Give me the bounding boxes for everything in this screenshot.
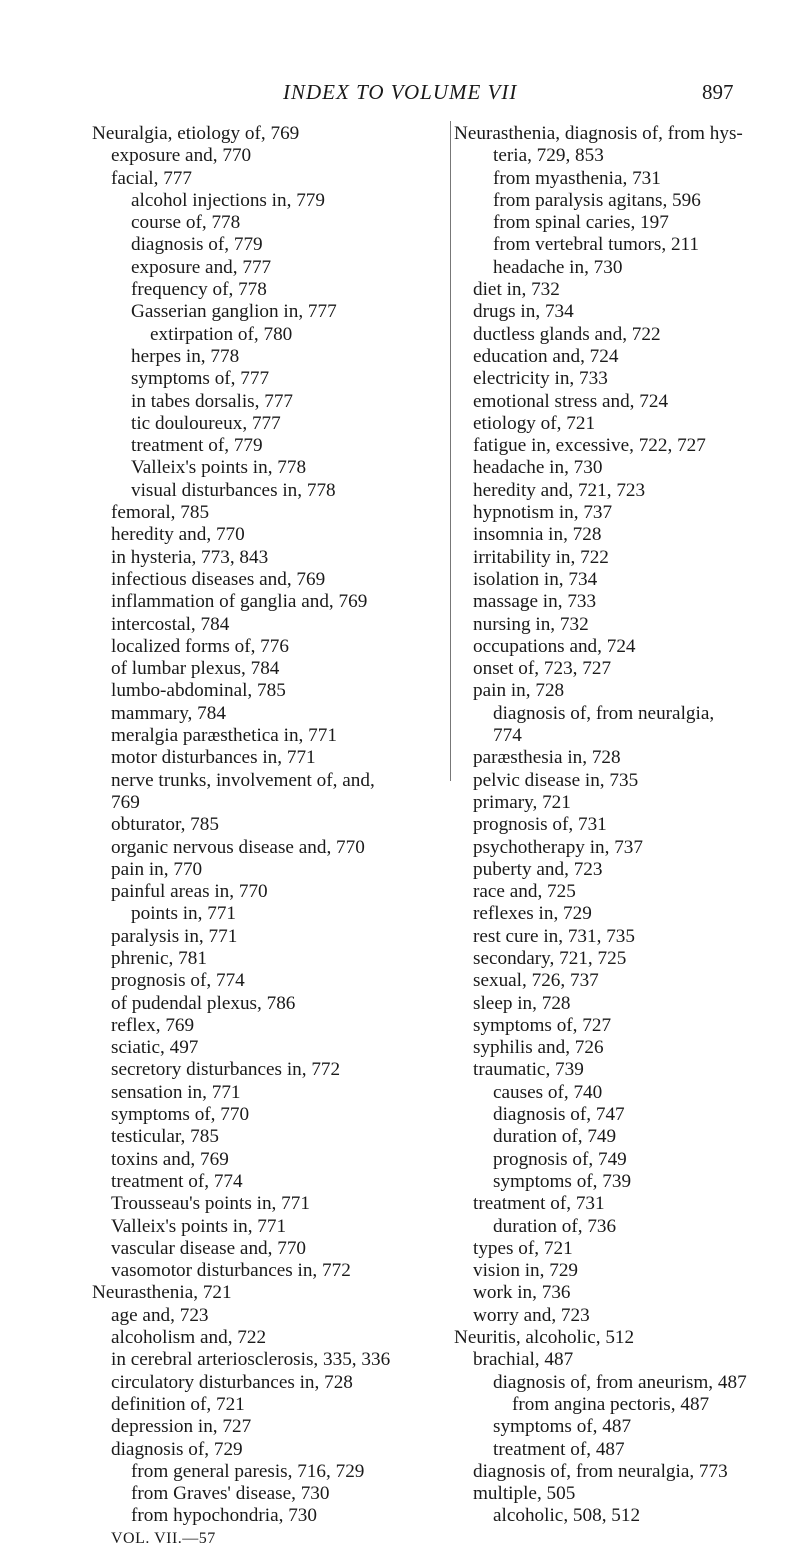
index-entry: primary, 721 bbox=[473, 791, 571, 813]
index-entry: causes of, 740 bbox=[493, 1081, 603, 1103]
index-entry: from angina pectoris, 487 bbox=[512, 1393, 710, 1415]
index-entry: in cerebral arteriosclerosis, 335, 336 bbox=[111, 1349, 391, 1371]
index-entry: massage in, 733 bbox=[473, 591, 597, 613]
index-entry: occupations and, 724 bbox=[473, 635, 636, 657]
index-entry: education and, 724 bbox=[473, 345, 619, 367]
index-entry: in tabes dorsalis, 777 bbox=[131, 390, 294, 412]
index-entry: symptoms of, 727 bbox=[473, 1014, 612, 1036]
index-entry: drugs in, 734 bbox=[473, 301, 574, 323]
index-entry: from paralysis agitans, 596 bbox=[493, 189, 701, 211]
index-entry: symptoms of, 777 bbox=[131, 368, 270, 390]
index-entry: symptoms of, 487 bbox=[493, 1416, 632, 1438]
index-entry: symptoms of, 770 bbox=[111, 1104, 250, 1126]
index-entry: vascular disease and, 770 bbox=[111, 1237, 307, 1259]
index-entry: testicular, 785 bbox=[111, 1126, 219, 1148]
index-entry: irritability in, 722 bbox=[473, 546, 609, 568]
index-entry: puberty and, 723 bbox=[473, 858, 603, 880]
index-entry: femoral, 785 bbox=[111, 502, 210, 524]
index-entry: sleep in, 728 bbox=[473, 992, 571, 1014]
index-entry: painful areas in, 770 bbox=[111, 881, 268, 903]
index-entry: emotional stress and, 724 bbox=[473, 390, 669, 412]
index-entry: headache in, 730 bbox=[473, 457, 603, 479]
index-entry: Valleix's points in, 778 bbox=[131, 457, 307, 479]
index-column-right bbox=[454, 123, 754, 1528]
index-entry: heredity and, 770 bbox=[111, 524, 245, 546]
index-entry: pain in, 770 bbox=[111, 858, 203, 880]
index-entry: Neurasthenia, diagnosis of, from hys- bbox=[454, 123, 743, 144]
index-entry: motor disturbances in, 771 bbox=[111, 747, 316, 769]
index-entry: diagnosis of, 779 bbox=[131, 234, 263, 256]
index-entry: diagnosis of, from neuralgia, 773 bbox=[473, 1460, 728, 1482]
index-entry: lumbo-abdominal, 785 bbox=[111, 680, 286, 702]
index-entry: 774 bbox=[493, 725, 522, 747]
index-entry: reflexes in, 729 bbox=[473, 903, 592, 925]
column-divider bbox=[450, 121, 451, 781]
index-entry: Valleix's points in, 771 bbox=[111, 1215, 287, 1237]
index-entry: types of, 721 bbox=[473, 1237, 573, 1259]
index-entry: localized forms of, 776 bbox=[111, 635, 289, 657]
index-entry: points in, 771 bbox=[131, 903, 237, 925]
index-entry: nerve trunks, involvement of, and, bbox=[111, 769, 375, 791]
index-entry: from vertebral tumors, 211 bbox=[493, 234, 700, 256]
running-title: INDEX TO VOLUME VII bbox=[283, 80, 518, 104]
index-entry: heredity and, 721, 723 bbox=[473, 479, 646, 501]
index-entry: treatment of, 779 bbox=[131, 435, 263, 457]
index-entry: race and, 725 bbox=[473, 881, 576, 903]
index-entry: vasomotor disturbances in, 772 bbox=[111, 1260, 351, 1282]
index-entry: isolation in, 734 bbox=[473, 568, 598, 590]
index-entry: pelvic disease in, 735 bbox=[473, 769, 639, 791]
index-entry: alcoholism and, 722 bbox=[111, 1327, 267, 1349]
index-entry: from Graves' disease, 730 bbox=[131, 1483, 330, 1505]
index-entry: onset of, 723, 727 bbox=[473, 658, 612, 680]
index-entry: extirpation of, 780 bbox=[150, 323, 293, 345]
index-entry: work in, 736 bbox=[473, 1282, 571, 1304]
index-entry: secondary, 721, 725 bbox=[473, 947, 627, 969]
index-entry: frequency of, 778 bbox=[131, 279, 267, 301]
index-entry: paræsthesia in, 728 bbox=[473, 747, 621, 769]
index-entry: Gasserian ganglion in, 777 bbox=[131, 301, 337, 323]
index-entry: from general paresis, 716, 729 bbox=[131, 1460, 365, 1482]
index-entry: tic douloureux, 777 bbox=[131, 412, 281, 434]
index-entry: definition of, 721 bbox=[111, 1393, 245, 1415]
index-entry: treatment of, 487 bbox=[493, 1438, 625, 1460]
volume-signature: VOL. VII.—57 bbox=[111, 1529, 216, 1547]
index-entry: Trousseau's points in, 771 bbox=[111, 1193, 310, 1215]
index-entry: secretory disturbances in, 772 bbox=[111, 1059, 341, 1081]
index-entry: sciatic, 497 bbox=[111, 1037, 199, 1059]
index-entry: mammary, 784 bbox=[111, 702, 226, 724]
index-entry: diet in, 732 bbox=[473, 279, 560, 301]
index-entry: of pudendal plexus, 786 bbox=[111, 992, 296, 1014]
index-entry: alcohol injections in, 779 bbox=[131, 189, 325, 211]
index-entry: traumatic, 739 bbox=[473, 1059, 584, 1081]
index-entry: prognosis of, 731 bbox=[473, 814, 607, 836]
index-entry: worry and, 723 bbox=[473, 1304, 590, 1326]
index-entry: ductless glands and, 722 bbox=[473, 323, 661, 345]
index-entry: toxins and, 769 bbox=[111, 1148, 229, 1170]
index-entry: prognosis of, 749 bbox=[493, 1148, 627, 1170]
index-entry: from spinal caries, 197 bbox=[493, 212, 669, 234]
index-entry: hypnotism in, 737 bbox=[473, 502, 613, 524]
index-entry: 769 bbox=[111, 791, 140, 813]
index-entry: diagnosis of, 747 bbox=[493, 1104, 625, 1126]
index-entry: in hysteria, 773, 843 bbox=[111, 546, 269, 568]
index-entry: treatment of, 774 bbox=[111, 1170, 243, 1192]
index-entry: exposure and, 770 bbox=[111, 145, 252, 167]
index-entry: vision in, 729 bbox=[473, 1260, 579, 1282]
index-entry: exposure and, 777 bbox=[131, 256, 272, 278]
index-entry: paralysis in, 771 bbox=[111, 925, 238, 947]
index-entry: Neuralgia, etiology of, 769 bbox=[92, 123, 300, 144]
index-entry: from myasthenia, 731 bbox=[493, 167, 661, 189]
index-entry: duration of, 749 bbox=[493, 1126, 617, 1148]
index-entry: headache in, 730 bbox=[493, 256, 623, 278]
index-entry: multiple, 505 bbox=[473, 1483, 576, 1505]
index-entry: psychotherapy in, 737 bbox=[473, 836, 643, 858]
index-entry: visual disturbances in, 778 bbox=[131, 479, 336, 501]
index-entry: sensation in, 771 bbox=[111, 1081, 241, 1103]
index-entry: Neuritis, alcoholic, 512 bbox=[454, 1327, 635, 1349]
index-entry: of lumbar plexus, 784 bbox=[111, 658, 280, 680]
index-entry: insomnia in, 728 bbox=[473, 524, 602, 546]
index-entry: diagnosis of, from aneurism, 487 bbox=[493, 1371, 747, 1393]
page-header bbox=[0, 80, 800, 110]
index-entry: syphilis and, 726 bbox=[473, 1037, 604, 1059]
index-entry: diagnosis of, 729 bbox=[111, 1438, 243, 1460]
index-column-left bbox=[92, 123, 417, 1550]
index-entry: brachial, 487 bbox=[473, 1349, 574, 1371]
page-number: 897 bbox=[702, 80, 734, 104]
index-entry: electricity in, 733 bbox=[473, 368, 608, 390]
index-entry: herpes in, 778 bbox=[131, 345, 240, 367]
index-entry: obturator, 785 bbox=[111, 814, 219, 836]
index-entry: fatigue in, excessive, 722, 727 bbox=[473, 435, 706, 457]
index-entry: duration of, 736 bbox=[493, 1215, 617, 1237]
index-entry: depression in, 727 bbox=[111, 1416, 252, 1438]
index-entry: age and, 723 bbox=[111, 1304, 209, 1326]
index-entry: reflex, 769 bbox=[111, 1014, 195, 1036]
index-entry: rest cure in, 731, 735 bbox=[473, 925, 635, 947]
index-entry: meralgia paræsthetica in, 771 bbox=[111, 725, 337, 747]
index-entry: etiology of, 721 bbox=[473, 412, 596, 434]
index-entry: prognosis of, 774 bbox=[111, 970, 245, 992]
index-entry: inflammation of ganglia and, 769 bbox=[111, 591, 368, 613]
index-entry: nursing in, 732 bbox=[473, 613, 589, 635]
index-entry: course of, 778 bbox=[131, 212, 241, 234]
index-entry: Neurasthenia, 721 bbox=[92, 1282, 232, 1304]
index-entry: diagnosis of, from neuralgia, bbox=[493, 702, 715, 724]
index-entry: pain in, 728 bbox=[473, 680, 565, 702]
index-entry: symptoms of, 739 bbox=[493, 1170, 632, 1192]
index-entry: circulatory disturbances in, 728 bbox=[111, 1371, 353, 1393]
index-entry: intercostal, 784 bbox=[111, 613, 230, 635]
index-entry: facial, 777 bbox=[111, 167, 192, 189]
index-entry: from hypochondria, 730 bbox=[131, 1505, 317, 1527]
index-entry: teria, 729, 853 bbox=[493, 145, 604, 167]
index-entry: organic nervous disease and, 770 bbox=[111, 836, 365, 858]
index-entry: phrenic, 781 bbox=[111, 947, 207, 969]
index-entry: alcoholic, 508, 512 bbox=[493, 1505, 641, 1527]
index-entry: treatment of, 731 bbox=[473, 1193, 605, 1215]
index-entry: sexual, 726, 737 bbox=[473, 970, 599, 992]
index-entry: infectious diseases and, 769 bbox=[111, 568, 326, 590]
